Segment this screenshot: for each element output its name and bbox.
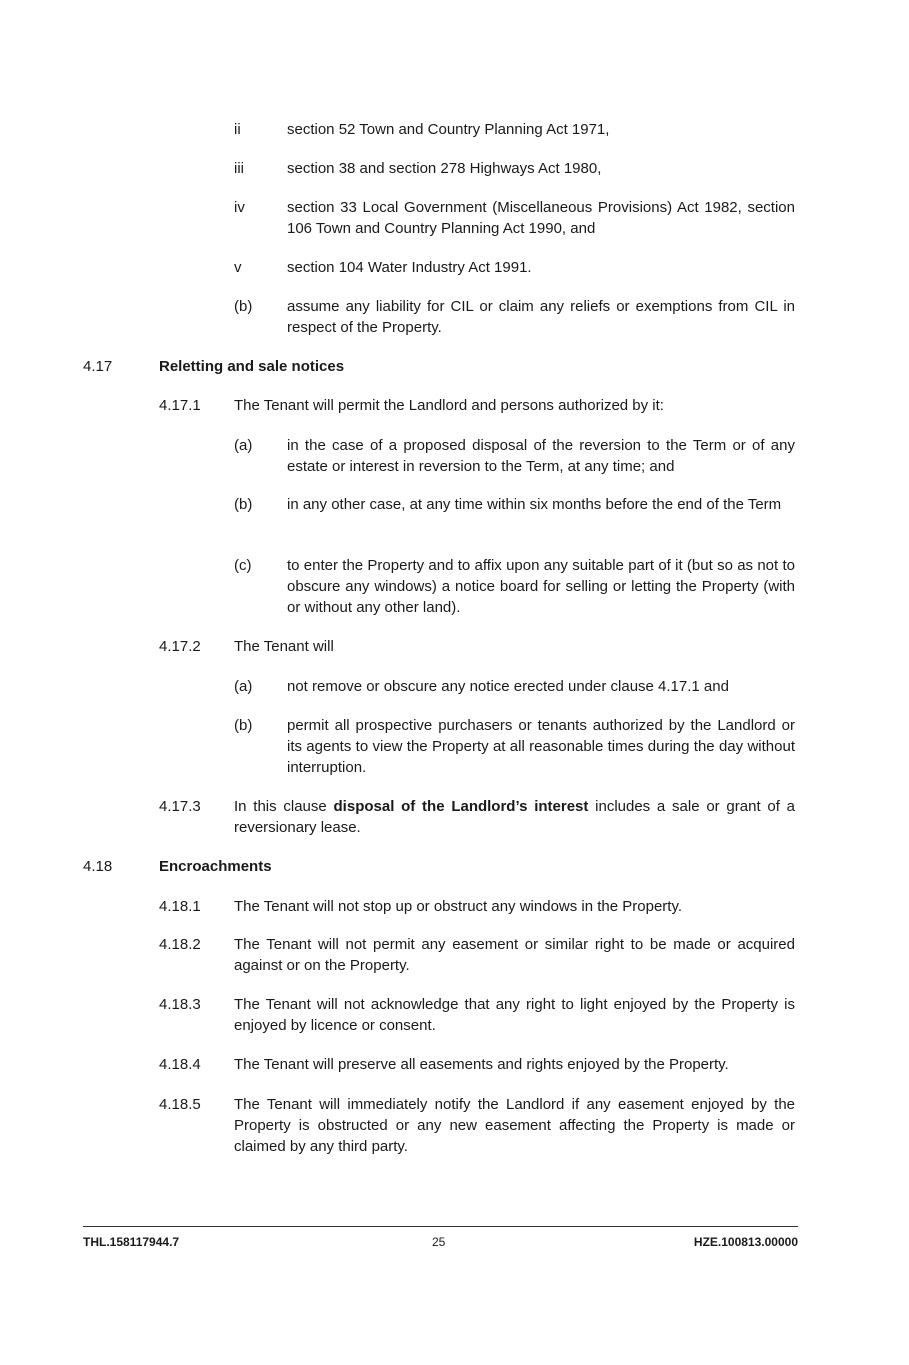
- clause-number: 4.17.2: [159, 638, 201, 655]
- clause-text: The Tenant will: [234, 638, 334, 655]
- section-number: 4.17: [83, 358, 113, 375]
- list-number: (a): [234, 437, 253, 454]
- list-number: (b): [234, 496, 253, 513]
- list-text: section 52 Town and Country Planning Act 1971,: [287, 121, 610, 138]
- list-text: not remove or obscure any notice erected under clause 4.17.1 and: [287, 678, 729, 695]
- list-number: (c): [234, 557, 252, 574]
- clause-text: [234, 796, 795, 838]
- clause-text: The Tenant will not stop up or obstruct any windows in the Property.: [234, 898, 683, 915]
- section-heading: Encroachments: [159, 858, 272, 875]
- defined-term: disposal of the Landlord’s interest: [333, 798, 589, 815]
- clause-number: 4.17.3: [159, 798, 201, 815]
- clause-text: The Tenant will immediately notify the Landlord if any easement enjoyed by the Property is obstructed or any new easement affecting the Property is made or claimed by any third party.: [234, 1096, 795, 1155]
- footer-rule: [83, 1226, 798, 1227]
- clause-text: The Tenant will preserve all easements and rights enjoyed by the Property.: [234, 1056, 729, 1073]
- clause-text-pre: In this clause: [234, 798, 334, 815]
- list-number: (b): [234, 298, 253, 315]
- clause-number: 4.17.1: [159, 397, 201, 414]
- clause-number: 4.18.1: [159, 898, 201, 915]
- list-text: section 104 Water Industry Act 1991.: [287, 259, 532, 276]
- page-number: 25: [432, 1235, 446, 1249]
- list-number: v: [234, 259, 242, 276]
- list-number: ii: [234, 121, 241, 138]
- list-text: section 38 and section 278 Highways Act 1980,: [287, 160, 602, 177]
- list-number: iv: [234, 199, 245, 216]
- list-number: iii: [234, 160, 244, 177]
- list-text: section 33 Local Government (Miscellaneous Provisions) Act 1982, section 106 Town and Country Planning Act 1990, and: [287, 199, 795, 237]
- section-heading: Reletting and sale notices: [159, 358, 345, 375]
- list-number: (b): [234, 717, 253, 734]
- list-text: to enter the Property and to affix upon any suitable part of it (but so as not to obscure any windows) a notice board for selling or letting the Property (with or without any other land).: [287, 557, 795, 616]
- footer-doc-ref: THL.158117944.7: [83, 1235, 180, 1249]
- list-text: assume any liability for CIL or claim any reliefs or exemptions from CIL in respect of the Property.: [287, 298, 795, 336]
- list-text: in any other case, at any time within six months before the end of the Term: [287, 496, 782, 513]
- list-text: in the case of a proposed disposal of the reversion to the Term or of any estate or interest in reversion to the Term, at any time; and: [287, 437, 795, 475]
- footer-matter-ref: HZE.100813.00000: [693, 1235, 798, 1249]
- list-number: (a): [234, 678, 253, 695]
- clause-text-post: includes a sale or grant of a reversionary lease.: [234, 798, 795, 836]
- clause-text: The Tenant will not acknowledge that any right to light enjoyed by the Property is enjoyed by licence or consent.: [234, 996, 795, 1034]
- section-number: 4.18: [83, 858, 113, 875]
- clause-number: 4.18.3: [159, 996, 201, 1013]
- clause-text: The Tenant will not permit any easement or similar right to be made or acquired against or on the Property.: [234, 936, 795, 974]
- clause-text: The Tenant will permit the Landlord and persons authorized by it:: [234, 397, 664, 414]
- clause-number: 4.18.2: [159, 936, 201, 953]
- list-text: permit all prospective purchasers or tenants authorized by the Landlord or its agents to view the Property at all reasonable times during the day without interruption.: [287, 717, 795, 776]
- clause-number: 4.18.5: [159, 1096, 201, 1113]
- clause-number: 4.18.4: [159, 1056, 201, 1073]
